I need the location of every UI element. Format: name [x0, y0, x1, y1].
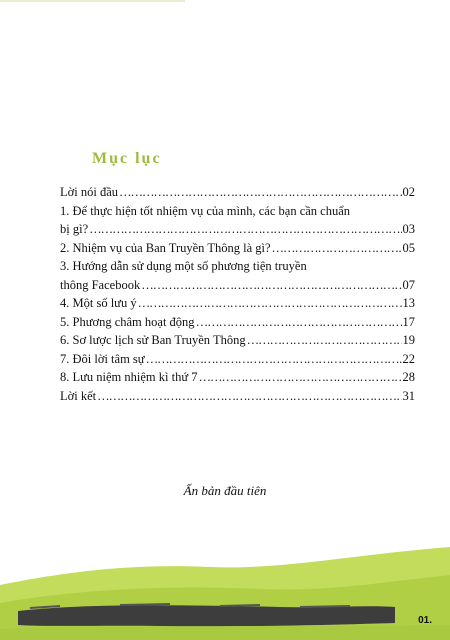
dot-leader — [97, 387, 401, 406]
toc-page-number: 07 — [402, 277, 415, 292]
toc-entry-label: 4. Một số lưu ý — [60, 296, 137, 310]
toc-entry-label: 5. Phương châm hoạt động — [60, 314, 195, 329]
dot-leader — [146, 350, 402, 369]
toc-entry[interactable] — [60, 368, 415, 387]
toc-page-number: 22 — [402, 351, 415, 366]
toc-entry[interactable] — [60, 350, 415, 369]
toc-page-number: 28 — [402, 370, 415, 384]
page-number: 01. — [418, 615, 432, 626]
toc-entry[interactable] — [60, 313, 415, 332]
toc-entry-continuation: bị gì? — [60, 222, 89, 236]
bottom-green-strip — [0, 625, 450, 640]
table-of-contents — [60, 183, 415, 405]
toc-page-number: 05 — [402, 240, 415, 255]
toc-entry-label: 8. Lưu niệm nhiệm kì thứ 7 — [60, 370, 198, 384]
toc-entry[interactable] — [60, 294, 415, 313]
toc-entry-continuation: thông Facebook — [60, 277, 141, 292]
dot-leader — [141, 276, 401, 295]
dark-brush-stroke — [18, 605, 395, 626]
toc-entry-label[interactable]: 3. Hướng dẫn sử dụng một số phương tiện truyền — [60, 259, 307, 273]
toc-entry-label: Lời kết — [60, 388, 97, 403]
toc-entry[interactable] — [60, 387, 415, 406]
dot-leader — [272, 239, 402, 258]
toc-entry-label: 6. Sơ lược lịch sử Ban Truyền Thông — [60, 333, 246, 347]
brush-stroke-decoration — [0, 545, 450, 640]
dot-leader — [89, 220, 401, 239]
toc-page-number: 02 — [402, 185, 415, 199]
toc-entry-label: Lời nói đầu — [60, 185, 118, 199]
toc-entry[interactable] — [60, 239, 415, 258]
toc-entry[interactable] — [60, 331, 415, 350]
dot-leader — [199, 368, 402, 387]
toc-page-number: 03 — [402, 222, 415, 236]
toc-entry[interactable] — [60, 220, 415, 239]
dot-leader — [138, 294, 402, 313]
toc-page-number: 31 — [402, 388, 415, 403]
edition-note: Ấn bản đầu tiên — [183, 483, 267, 498]
page-title: Mục lục — [92, 150, 162, 167]
top-divider — [0, 0, 185, 2]
toc-page-number: 13 — [402, 296, 415, 310]
dot-leader — [247, 331, 402, 350]
toc-entry[interactable] — [60, 183, 415, 202]
toc-page-number: 17 — [402, 314, 415, 329]
dot-leader — [119, 183, 402, 202]
toc-entry[interactable] — [60, 276, 415, 295]
toc-entry-label: 7. Đôi lời tâm sự — [60, 351, 145, 366]
dot-leader — [196, 313, 402, 332]
toc-page-number: 19 — [402, 333, 415, 347]
toc-entry-label: 2. Nhiệm vụ của Ban Truyền Thông là gì? — [60, 240, 271, 255]
toc-entry-label[interactable]: 1. Để thực hiện tốt nhiệm vụ của mình, các bạn cần chuẩn — [60, 203, 351, 218]
